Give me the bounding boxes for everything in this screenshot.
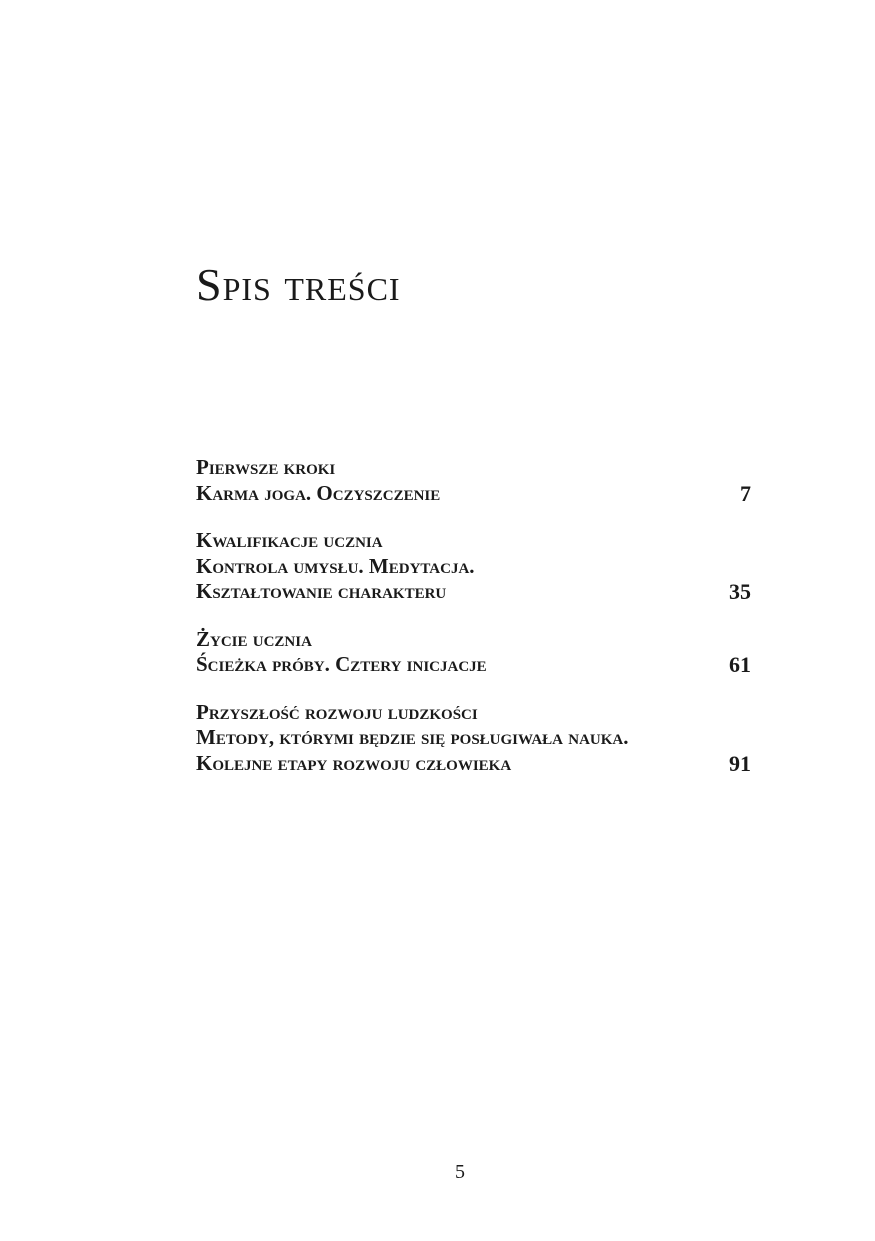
toc-entry-page-number: 91 <box>729 750 751 776</box>
toc-entry-subtitle: Ścieżka próby. Cztery inicjacje <box>196 652 487 676</box>
toc-entry-subtitle: Metody, którymi będzie się posługiwała nauka. <box>196 725 629 749</box>
toc-entry-subtitle: Kształtowanie charakteru <box>196 579 447 603</box>
toc-entry-page-number: 35 <box>729 579 751 604</box>
toc-entry-page-number: 61 <box>729 652 751 677</box>
table-of-contents <box>196 455 751 798</box>
toc-entry-title: Przyszłość rozwoju ludzkości <box>196 699 478 724</box>
toc-entry-subtitle: Karma joga. Oczyszczenie <box>196 480 441 505</box>
toc-entry-page-number: 7 <box>740 480 751 506</box>
toc-entry <box>196 700 751 777</box>
toc-entry-title: Kwalifikacje ucznia <box>196 528 383 552</box>
toc-entry <box>196 627 751 678</box>
toc-entry <box>196 528 751 605</box>
toc-entry-title: Pierwsze kroki <box>196 455 336 479</box>
page-title: Spis treści <box>196 259 401 310</box>
toc-entry <box>196 455 751 506</box>
page-number: 5 <box>455 1161 465 1183</box>
toc-entry-title: Życie ucznia <box>196 626 312 651</box>
toc-entry-subtitle: Kontrola umysłu. Medytacja. <box>196 553 475 578</box>
toc-entry-subtitle: Kolejne etapy rozwoju człowieka <box>196 750 512 775</box>
